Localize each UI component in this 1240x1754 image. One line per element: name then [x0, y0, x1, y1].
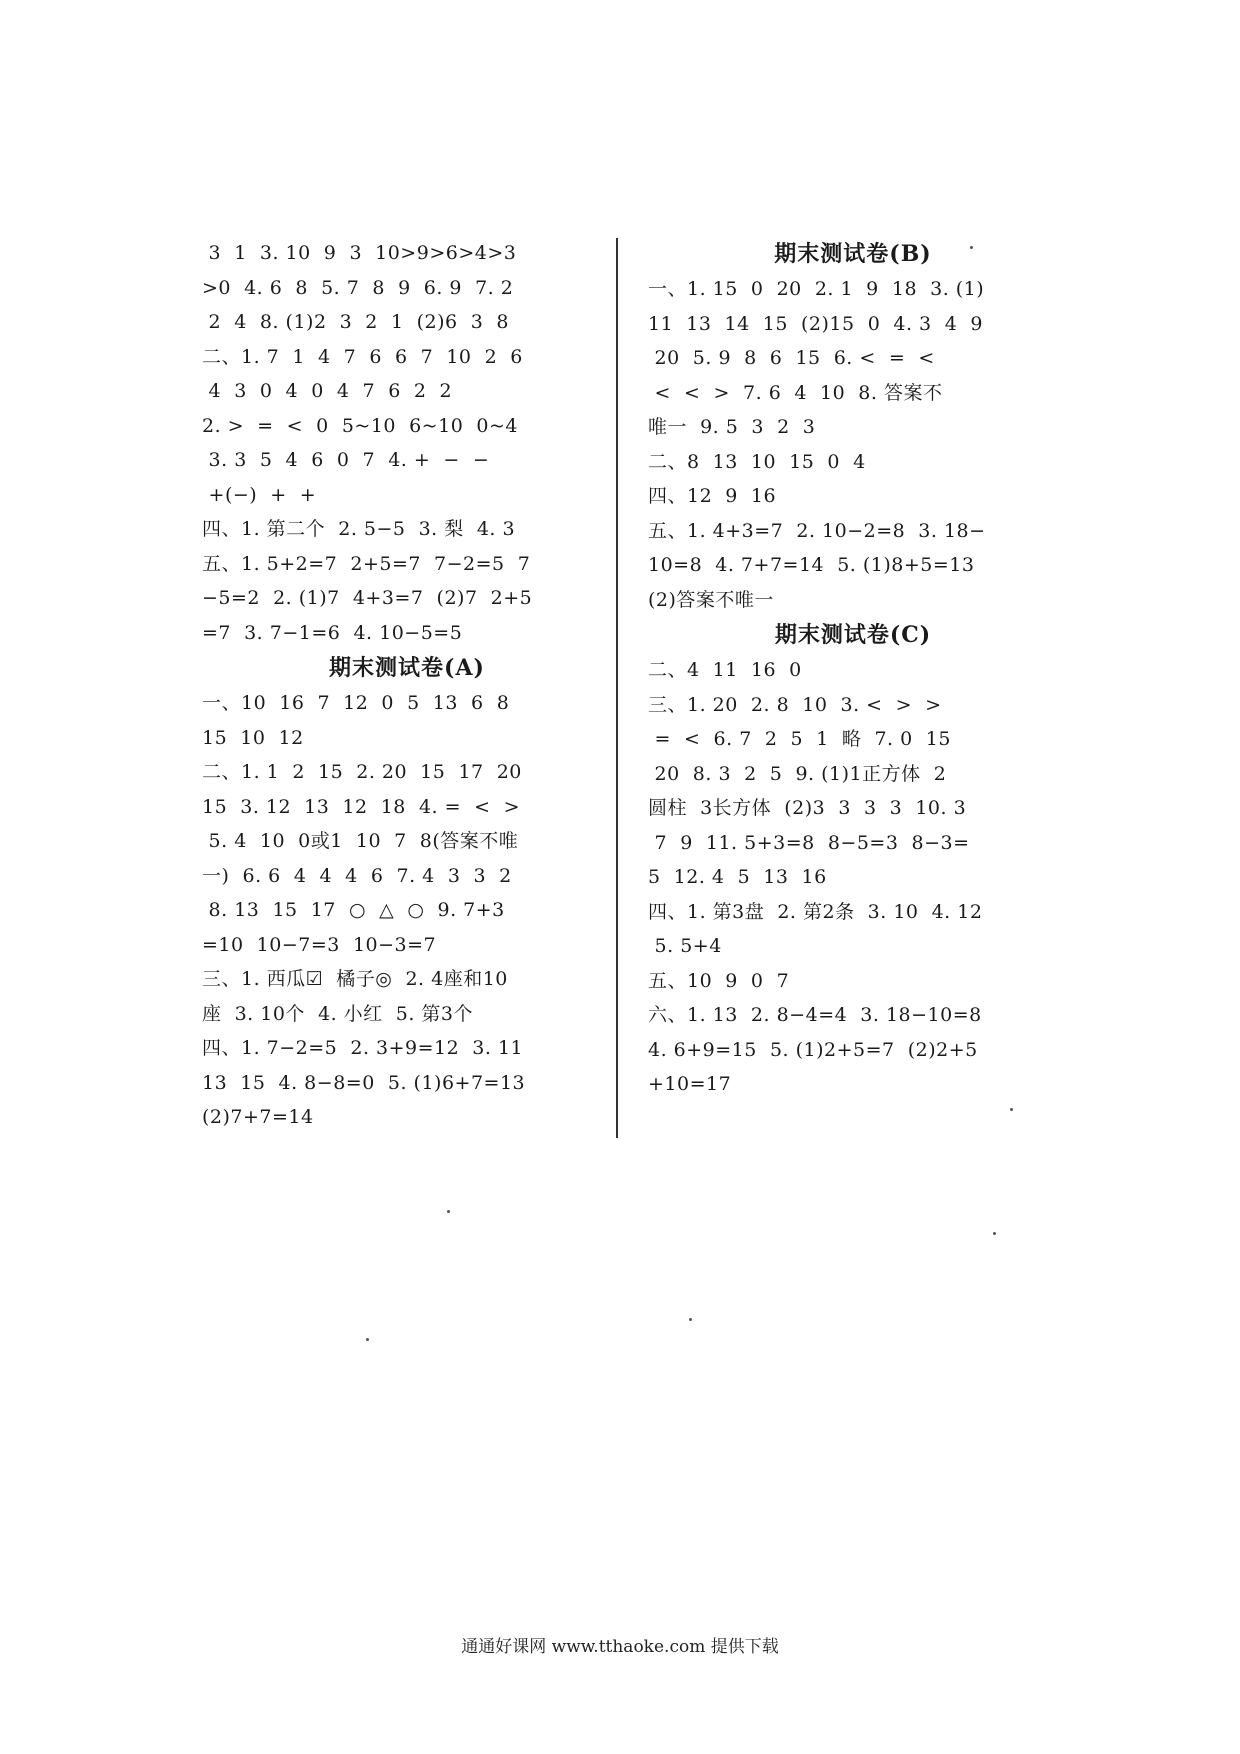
answer-line: 13 15 4. 8−8=0 5. (1)6+7=13 — [202, 1071, 526, 1094]
section-a-block — [202, 686, 612, 1135]
answer-line: 8. 13 15 17 ○ △ ○ 9. 7+3 — [202, 899, 505, 921]
answer-line: 10=8 4. 7+7=14 5. (1)8+5=13 — [648, 554, 975, 576]
answer-line: 二、1. 7 1 4 7 6 6 7 10 2 6 — [202, 345, 523, 368]
left-answer-column — [202, 236, 612, 1135]
answer-line: 二、8 13 10 15 0 4 — [648, 450, 866, 473]
answer-line: 5 12. 4 5 13 16 — [648, 866, 827, 888]
answer-line: 六、1. 13 2. 8−4=4 3. 18−10=8 — [648, 1004, 982, 1026]
answer-line: 唯一 9. 5 3 2 3 — [648, 416, 816, 438]
answer-line: 五、10 9 0 7 — [648, 969, 790, 992]
answer-line: 圆柱 3长方体 (2)3 3 3 3 10. 3 — [648, 797, 967, 819]
answer-line: 五、1. 5+2=7 2+5=7 7−2=5 7 — [202, 552, 531, 575]
answer-line: 四、12 9 16 — [648, 485, 777, 507]
answer-line: 座 3. 10个 4. 小红 5. 第3个 — [202, 1002, 474, 1025]
answer-line: (2)答案不唯一 — [648, 588, 774, 611]
answer-line: 2 4 8. (1)2 3 2 1 (2)6 3 8 — [202, 311, 509, 333]
answer-line: 一) 6. 6 4 4 4 6 7. 4 3 3 2 — [202, 864, 512, 887]
answer-line: 二、1. 1 2 15 2. 20 15 17 20 — [202, 761, 522, 783]
answer-line: (2)7+7=14 — [202, 1106, 314, 1128]
answer-line: 15 3. 12 13 12 18 4. = < > — [202, 795, 521, 818]
answer-line: +(−) + + — [202, 483, 317, 506]
section-heading-b: 期末测试卷(B) — [774, 241, 932, 267]
answer-line: 三、1. 20 2. 8 10 3. < > > — [648, 693, 942, 716]
answer-line: 4. 6+9=15 5. (1)2+5=7 (2)2+5 — [648, 1038, 978, 1061]
answer-line: 5. 4 10 0或1 10 7 8(答案不唯 — [202, 830, 519, 852]
scan-speck — [689, 1318, 692, 1321]
answer-line: 11 13 14 15 (2)15 0 4. 3 4 9 — [648, 312, 983, 335]
answer-line: 一、10 16 7 12 0 5 13 6 8 — [202, 692, 510, 714]
answer-line: = < 6. 7 2 5 1 略 7. 0 15 — [648, 728, 951, 750]
scan-speck — [993, 1232, 996, 1235]
answer-line: 4 3 0 4 0 4 7 6 2 2 — [202, 380, 453, 402]
scan-speck — [1010, 1108, 1013, 1111]
answer-line: +10=17 — [648, 1073, 732, 1095]
answer-line: =7 3. 7−1=6 4. 10−5=5 — [202, 621, 463, 644]
answer-line: 3. 3 5 4 6 0 7 4. + − − — [202, 449, 490, 471]
scan-speck — [447, 1210, 450, 1213]
answer-line: 15 10 12 — [202, 726, 304, 749]
answer-line: 20 8. 3 2 5 9. (1)1正方体 2 — [648, 762, 947, 785]
answer-line: 五、1. 4+3=7 2. 10−2=8 3. 18− — [648, 519, 986, 542]
answer-line: < < > 7. 6 4 10 8. 答案不 — [648, 381, 943, 404]
section-heading-a: 期末测试卷(A) — [329, 655, 485, 681]
answer-line: 二、4 11 16 0 — [648, 659, 802, 681]
answer-line: 四、1. 第3盘 2. 第2条 3. 10 4. 12 — [648, 900, 983, 923]
answer-line: 5. 5+4 — [648, 935, 722, 957]
answer-line: −5=2 2. (1)7 4+3=7 (2)7 2+5 — [202, 587, 533, 609]
answer-line: =10 10−7=3 10−3=7 — [202, 933, 437, 956]
section-heading-c: 期末测试卷(C) — [774, 622, 932, 648]
answer-line: 四、1. 7−2=5 2. 3+9=12 3. 11 — [202, 1037, 524, 1059]
answer-line: 四、1. 第二个 2. 5−5 3. 梨 4. 3 — [202, 518, 516, 540]
left-top-block — [202, 236, 612, 650]
answer-line: 一、1. 15 0 20 2. 1 9 18 3. (1) — [648, 278, 985, 300]
right-answer-column — [648, 236, 1058, 1102]
scan-speck — [970, 246, 973, 249]
section-b-block — [648, 272, 1058, 617]
answer-line: 三、1. 西瓜☑ 橘子◎ 2. 4座和10 — [202, 968, 508, 990]
answer-line: 2. > = < 0 5~10 6~10 0~4 — [202, 414, 518, 437]
answer-line: >0 4. 6 8 5. 7 8 9 6. 9 7. 2 — [202, 276, 514, 299]
answer-line: 20 5. 9 8 6 15 6. < = < — [648, 347, 935, 369]
section-c-block — [648, 653, 1058, 1102]
answer-line: 3 1 3. 10 9 3 10>9>6>4>3 — [202, 242, 517, 264]
footer-credit: 通通好课网 www.tthaoke.com 提供下载 — [461, 1637, 779, 1657]
answer-line: 7 9 11. 5+3=8 8−5=3 8−3= — [648, 831, 970, 854]
column-divider — [616, 238, 618, 1138]
scan-speck — [366, 1338, 369, 1341]
